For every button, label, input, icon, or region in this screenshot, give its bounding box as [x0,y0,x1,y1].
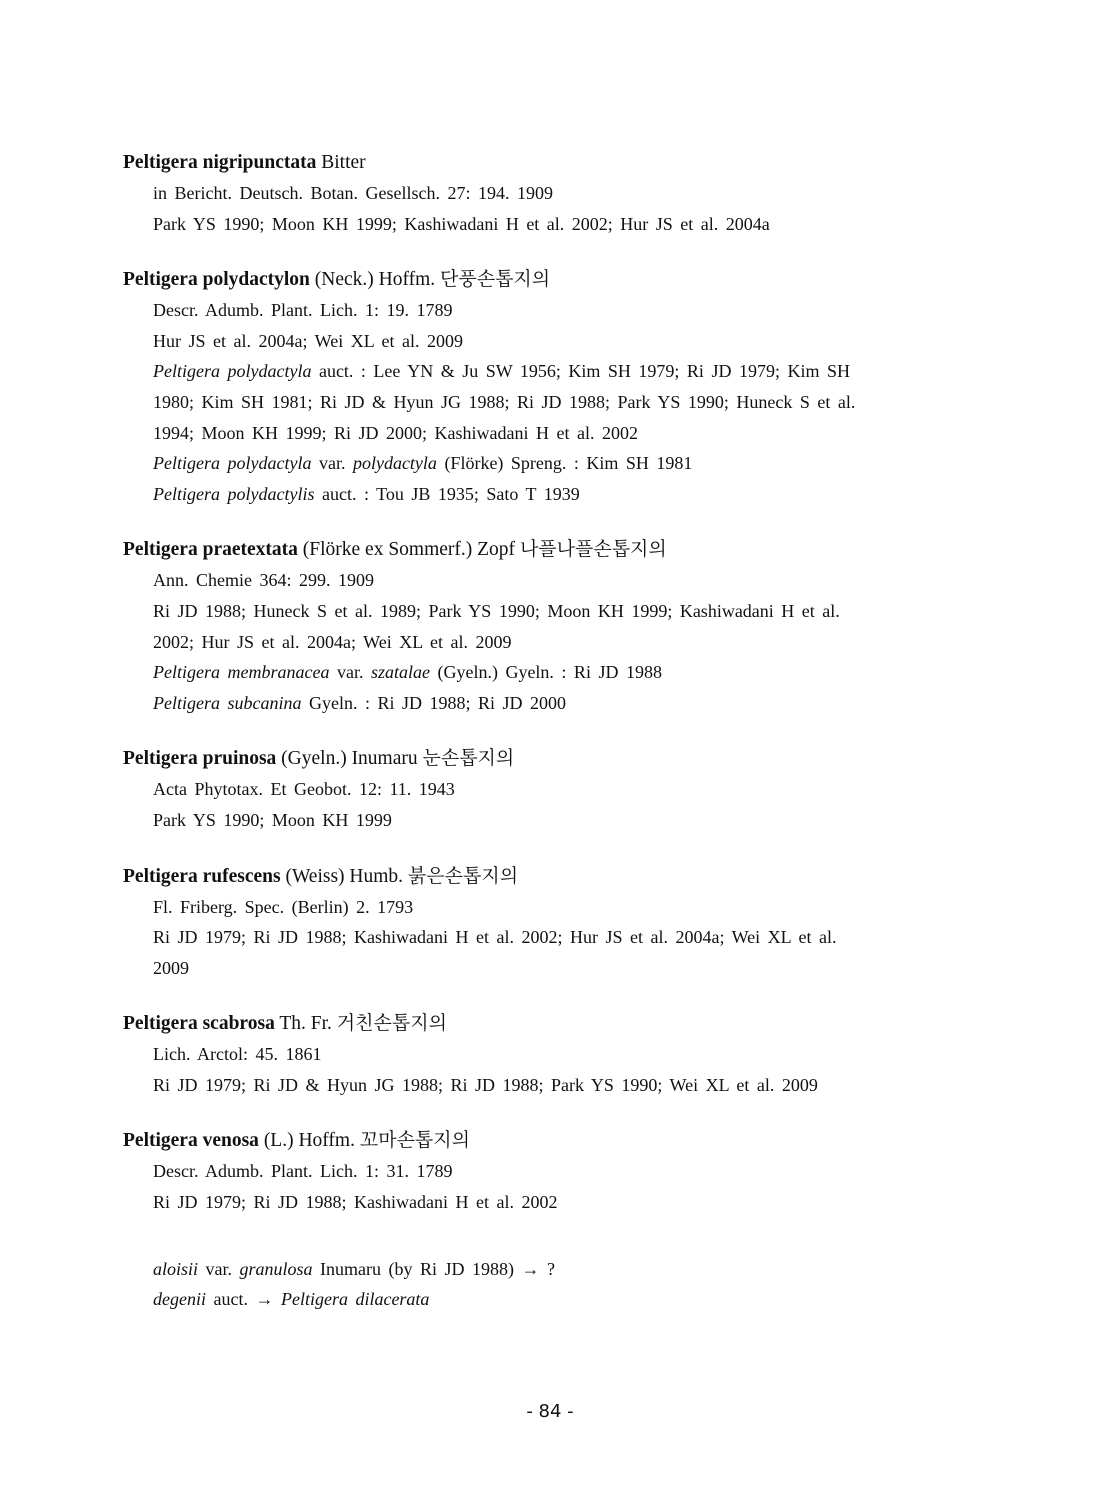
synonym-text: var. [311,453,353,474]
synonym-text: 1994; Moon KH 1999; Ri JD 2000; Kashiwadani H et al. 2002 [153,422,638,443]
publication-reference: Lich. Arctol: 45. 1861 [153,1044,322,1065]
korean-name: 붉은손톱지의 [407,864,519,887]
misapplied-name-text: granulosa [239,1258,313,1279]
synonym-text: Peltigera polydactyla [153,361,312,382]
species-heading [123,743,983,774]
publication-reference: Descr. Adumb. Plant. Lich. 1: 31. 1789 [153,1161,453,1182]
species-epithet: scabrosa [202,1013,275,1035]
author-citation: (Flörke ex Sommerf.) Zopf [302,539,516,561]
species-epithet: praetextata [202,539,298,561]
species-entry [123,1008,983,1100]
species-epithet: polydactylon [202,269,310,291]
genus-name: Peltigera [123,1013,198,1035]
misapplied-name-text: Inumaru (by Ri JD 1988) → ? [312,1258,555,1279]
publication-reference: Acta Phytotax. Et Geobot. 12: 11. 1943 [153,779,455,800]
korean-records-line: 2009 [153,957,189,978]
document-body [123,148,983,1315]
korean-records-line: Hur JS et al. 2004a; Wei XL et al. 2009 [153,330,463,351]
species-entry [123,148,983,239]
synonym-line [123,448,983,479]
page-number: - 84 - [526,1401,574,1422]
synonym-text: Peltigera membranacea [153,662,330,683]
genus-name: Peltigera [123,152,198,173]
author-citation: (L.) Hoffm. [263,1130,355,1152]
korean-records-line: Ri JD 1979; Ri JD 1988; Kashiwadani H et al. 2002 [153,1192,558,1213]
synonym-text: auct. : Tou JB 1935; Sato T 1939 [314,483,580,504]
misapplied-name-text: var. [198,1258,240,1279]
korean-records-line: 2002; Hur JS et al. 2004a; Wei XL et al. 2009 [153,631,512,652]
species-epithet: rufescens [202,865,281,887]
synonym-text: Gyeln. : Ri JD 1988; Ri JD 2000 [301,692,566,713]
publication-reference: in Bericht. Deutsch. Botan. Gesellsch. 27: 194. 1909 [153,183,553,203]
species-heading [123,1008,983,1039]
species-heading [123,1125,983,1156]
korean-name: 거친손톱지의 [336,1012,447,1035]
species-epithet: pruinosa [202,748,277,770]
species-entry [123,743,983,835]
genus-name: Peltigera [123,865,198,887]
genus-name: Peltigera [123,1130,198,1152]
korean-name: 꼬마손톱지의 [359,1129,470,1152]
publication-reference: Descr. Adumb. Plant. Lich. 1: 19. 1789 [153,300,453,321]
synonym-line [123,479,983,510]
species-heading [123,861,983,892]
species-heading [123,264,983,295]
korean-records-line: Ri JD 1979; Ri JD 1988; Kashiwadani H et al. 2002; Hur JS et al. 2004a; Wei XL et al. [153,927,837,948]
misapplied-name-line [123,1254,983,1285]
synonym-text: var. [329,662,371,683]
synonym-line [123,418,983,449]
author-citation: (Neck.) Hoffm. [314,269,436,291]
synonym-text: auct. : Lee YN & Ju SW 1956; Kim SH 1979; Ri JD 1979; Kim SH [311,361,850,382]
synonym-text: szatalae [370,662,430,683]
species-heading [123,148,983,178]
species-entry [123,534,983,718]
publication-reference: Fl. Friberg. Spec. (Berlin) 2. 1793 [153,896,414,917]
synonym-text: Peltigera polydactylis [153,483,315,504]
species-entry [123,264,983,509]
synonym-line [123,387,983,418]
publication-reference: Ann. Chemie 364: 299. 1909 [153,570,374,591]
korean-name: 눈손톱지의 [422,747,515,770]
misapplied-names-section [123,1254,983,1315]
synonym-text: 1980; Kim SH 1981; Ri JD & Hyun JG 1988; Ri JD 1988; Park YS 1990; Huneck S et al. [153,391,856,412]
synonym-line [123,356,983,387]
species-list [123,148,983,1218]
korean-name: 나플나플손톱지의 [519,538,667,561]
synonym-line [123,688,983,719]
synonym-line [123,657,983,688]
korean-records-line: Ri JD 1979; Ri JD & Hyun JG 1988; Ri JD 1988; Park YS 1990; Wei XL et al. 2009 [153,1074,818,1095]
species-heading [123,534,983,565]
species-entry [123,1125,983,1217]
misapplied-name-text: degenii [153,1289,206,1310]
genus-name: Peltigera [123,539,198,561]
genus-name: Peltigera [123,269,198,291]
species-entry [123,861,983,984]
synonym-text: Peltigera polydactyla [153,453,312,474]
misapplied-name-text: aloisii [153,1258,199,1279]
misapplied-name-line [123,1284,983,1315]
misapplied-name-text: Peltigera dilacerata [280,1289,430,1310]
genus-name: Peltigera [123,748,198,770]
synonym-text: Peltigera subcanina [153,692,302,713]
synonym-text: (Flörke) Spreng. : Kim SH 1981 [436,453,693,474]
author-citation: (Weiss) Humb. [285,865,404,887]
synonym-text: polydactyla [352,453,437,474]
synonym-text: (Gyeln.) Gyeln. : Ri JD 1988 [429,662,662,683]
species-epithet: nigripunctata [202,152,317,173]
korean-name: 단풍손톱지의 [440,268,551,291]
misapplied-name-text: auct. → [205,1289,281,1310]
author-citation: (Gyeln.) Inumaru [281,748,418,770]
korean-records-line: Park YS 1990; Moon KH 1999; Kashiwadani H et al. 2002; Hur JS et al. 2004a [153,213,770,234]
author-citation: Th. Fr. [279,1013,332,1035]
korean-records-line: Ri JD 1988; Huneck S et al. 1989; Park YS 1990; Moon KH 1999; Kashiwadani H et al. [153,600,840,621]
species-epithet: venosa [202,1130,259,1152]
korean-records-line: Park YS 1990; Moon KH 1999 [153,809,392,830]
author-citation: Bitter [321,152,366,173]
